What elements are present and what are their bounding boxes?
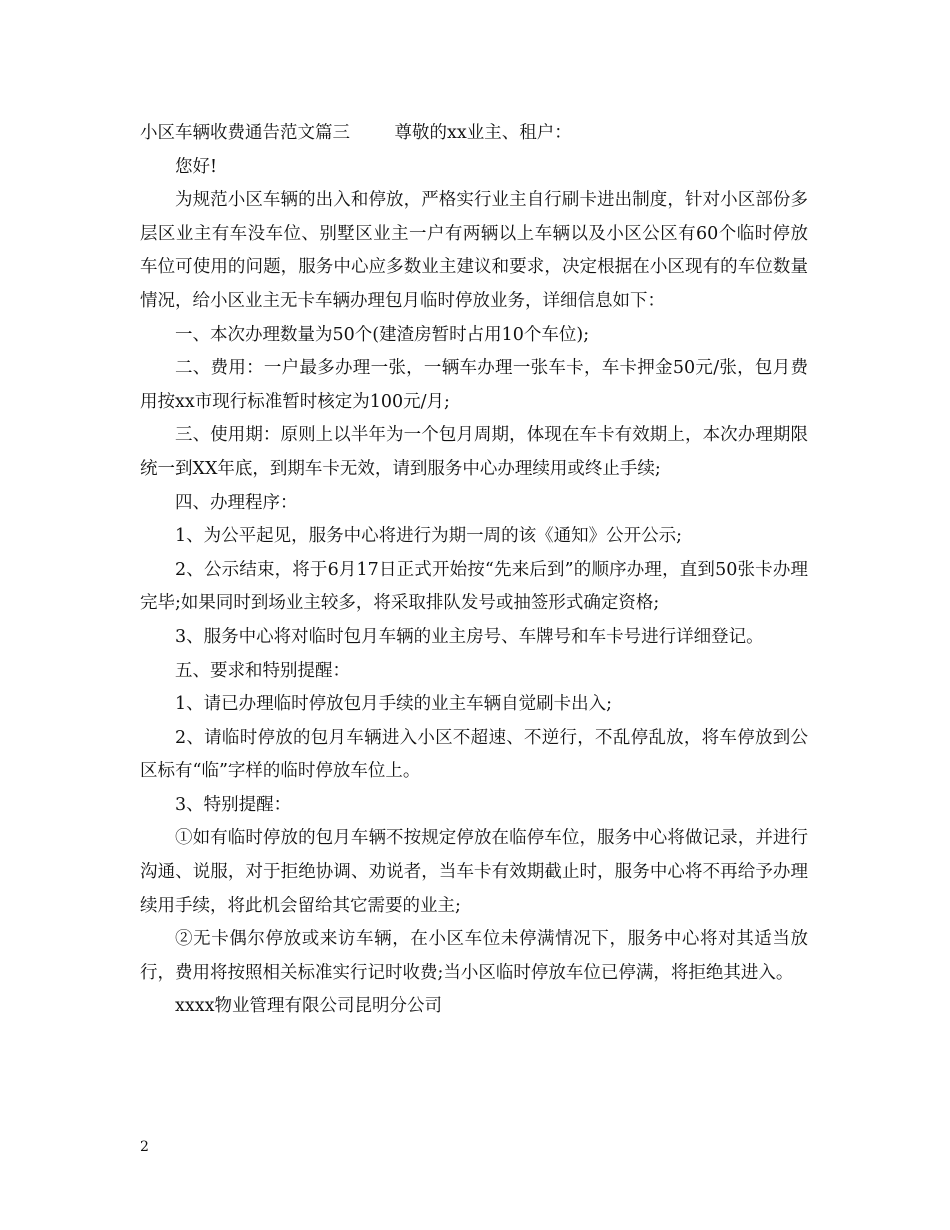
paragraph-fees: 二、费用：一户最多办理一张，一辆车办理一张车卡，车卡押金50元/张，包月费用按xx市现行标准暂时核定为100元/月; <box>140 358 808 412</box>
requirement-item: 2、请临时停放的包月车辆进入小区不超速、不逆行，不乱停乱放，将车停放到公区标有“临”字样的临时停放车位上。 <box>140 727 808 782</box>
salutation: 尊敬的xx业主、租户： <box>394 123 572 143</box>
signature: xxxx物业管理有限公司昆明分公司 <box>175 996 442 1017</box>
reminder-item: ②无卡偶尔停放或来访车辆，在小区车位未停满情况下，服务中心将对其适当放行，费用将按照相关标准实行记时收费;当小区临时停放车位已停满，将拒绝其进入。 <box>140 929 808 983</box>
greeting: 您好! <box>175 156 218 177</box>
paragraph-period: 三、使用期：原则上以半年为一个包月周期，体现在车卡有效期上，本次办理期限统一到XX年底，到期车卡无效，请到服务中心办理续用或终止手续; <box>140 425 808 479</box>
page-number: 2 <box>140 1139 149 1155</box>
section-heading-requirements: 五、要求和特别提醒： <box>175 660 350 681</box>
procedure-item: 3、服务中心将对临时包月车辆的业主房号、车牌号和车卡号进行详细登记。 <box>175 626 764 647</box>
section-heading-procedure: 四、办理程序： <box>175 492 298 513</box>
paragraph-intro: 为规范小区车辆的出入和停放，严格实行业主自行刷卡进出制度，针对小区部份多层区业主有车没车位、别墅区业主一户有两辆以上车辆以及小区公区有60个临时停放车位可使用的问题，服务中心应多数业主建议和要求，决定根据在小区现有的车位数量情况，给小区业主无卡车辆办理包月临时停放业务，详细信息如下： <box>140 190 808 311</box>
document-title: 小区车辆收费通告范文篇三 <box>140 123 350 143</box>
document-body <box>140 117 808 1024</box>
procedure-item: 2、公示结束，将于6月17日正式开始按“先来后到”的顺序办理，直到50张卡办理完毕;如果同时到场业主较多，将采取排队发号或抽签形式确定资格; <box>140 559 808 614</box>
requirement-item: 3、特别提醒： <box>175 794 292 815</box>
requirement-item: 1、请已办理临时停放包月手续的业主车辆自觉刷卡出入; <box>175 694 613 715</box>
title-line <box>140 117 808 151</box>
procedure-item: 1、为公平起见，服务中心将进行为期一周的该《通知》公开公示; <box>175 526 683 547</box>
paragraph-quantity: 一、本次办理数量为50个(建渣房暂时占用10个车位); <box>175 324 590 345</box>
title-gap <box>350 123 395 143</box>
reminder-item: ①如有临时停放的包月车辆不按规定停放在临停车位，服务中心将做记录，并进行沟通、说服，对于拒绝协调、劝说者，当车卡有效期截止时，服务中心将不再给予办理续用手续，将此机会留给其它需要的业主; <box>140 828 808 916</box>
